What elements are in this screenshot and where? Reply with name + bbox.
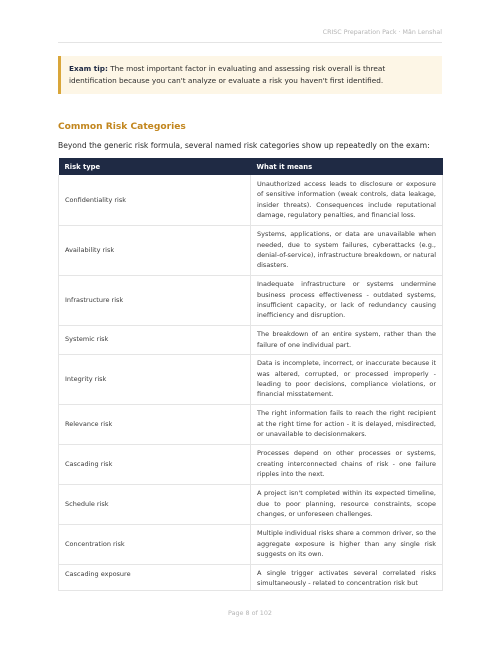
risk-meaning-cell: The right information fails to reach the right recipient at the right time for action - it is delayed, misdirected, or unavailable to decisionmakers.	[251, 404, 443, 444]
table-row	[59, 325, 443, 354]
risk-meaning-cell: Unauthorized access leads to disclosure or exposure of sensitive information (weak controls, data leakage, insider threats). Consequences include reputational damage, regulatory penalties, and financial loss.	[251, 175, 443, 225]
exam-tip-label: Exam tip:	[69, 64, 108, 73]
table-row	[59, 524, 443, 564]
risk-meaning-cell: Multiple individual risks share a common driver, so the aggregate exposure is higher than any single risk suggests on its own.	[251, 524, 443, 564]
table-row	[59, 354, 443, 404]
risk-type-cell: Systemic risk	[59, 325, 251, 354]
risk-type-cell: Cascading risk	[59, 444, 251, 484]
table-row	[59, 444, 443, 484]
table-row	[59, 404, 443, 444]
risk-type-cell: Infrastructure risk	[59, 275, 251, 325]
risk-type-cell: Relevance risk	[59, 404, 251, 444]
table-row	[59, 175, 443, 225]
risk-meaning-cell: Processes depend on other processes or systems, creating interconnected chains of risk - one failure ripples into the next.	[251, 444, 443, 484]
table-header-row	[59, 158, 443, 175]
risk-type-cell	[59, 564, 251, 590]
risk-type-text: Cascading exposure	[65, 569, 131, 578]
risk-meaning-cell: Data is incomplete, incorrect, or inaccurate because it was altered, corrupted, or processed improperly - leading to poor decisions, compliance violations, or financial misstatement.	[251, 354, 443, 404]
risk-type-cell: Concentration risk	[59, 524, 251, 564]
risk-type-cell: Integrity risk	[59, 354, 251, 404]
risk-meaning-cell: Systems, applications, or data are unavailable when needed, due to system failures, cyberattacks (e.g., denial-of-service), infrastructure breakdown, or natural disasters.	[251, 225, 443, 275]
table-row	[59, 484, 443, 524]
exam-tip-text: The most important factor in evaluating and assessing risk overall is threat identification because you can't analyze or evaluate a risk you haven't first identified.	[69, 64, 386, 85]
risk-type-cell: Availability risk	[59, 225, 251, 275]
column-header-meaning: What it means	[251, 158, 443, 175]
table-row	[59, 275, 443, 325]
section-intro: Beyond the generic risk formula, several named risk categories show up repeatedly on the exam:	[58, 141, 430, 150]
risk-meaning-text: A single trigger activates several correlated risks simultaneously - related to concentration risk but	[257, 568, 436, 587]
risk-type-cell: Confidentiality risk	[59, 175, 251, 225]
column-header-risk-type: Risk type	[59, 158, 251, 175]
section-heading: Common Risk Categories	[58, 122, 186, 132]
running-header: CRISC Preparation Pack · Mân Lenshal	[322, 29, 442, 36]
risk-type-cell: Schedule risk	[59, 484, 251, 524]
risk-meaning-cell: The breakdown of an entire system, rather than the failure of one individual part.	[251, 325, 443, 354]
page-number: Page 8 of 102	[228, 609, 272, 617]
table-row	[59, 225, 443, 275]
risk-meaning-cell	[251, 564, 443, 590]
header-divider	[58, 42, 442, 43]
risk-meaning-cell: Inadequate infrastructure or systems undermine business process effectiveness - outdated systems, insufficient capacity, or lack of redundancy causing inefficiency and disruption.	[251, 275, 443, 325]
risk-categories-table	[58, 158, 443, 591]
exam-tip-callout	[58, 56, 442, 94]
risk-meaning-cell: A project isn't completed within its expected timeline, due to poor planning, resource constraints, scope changes, or unforeseen challenges.	[251, 484, 443, 524]
table-row	[59, 564, 443, 590]
